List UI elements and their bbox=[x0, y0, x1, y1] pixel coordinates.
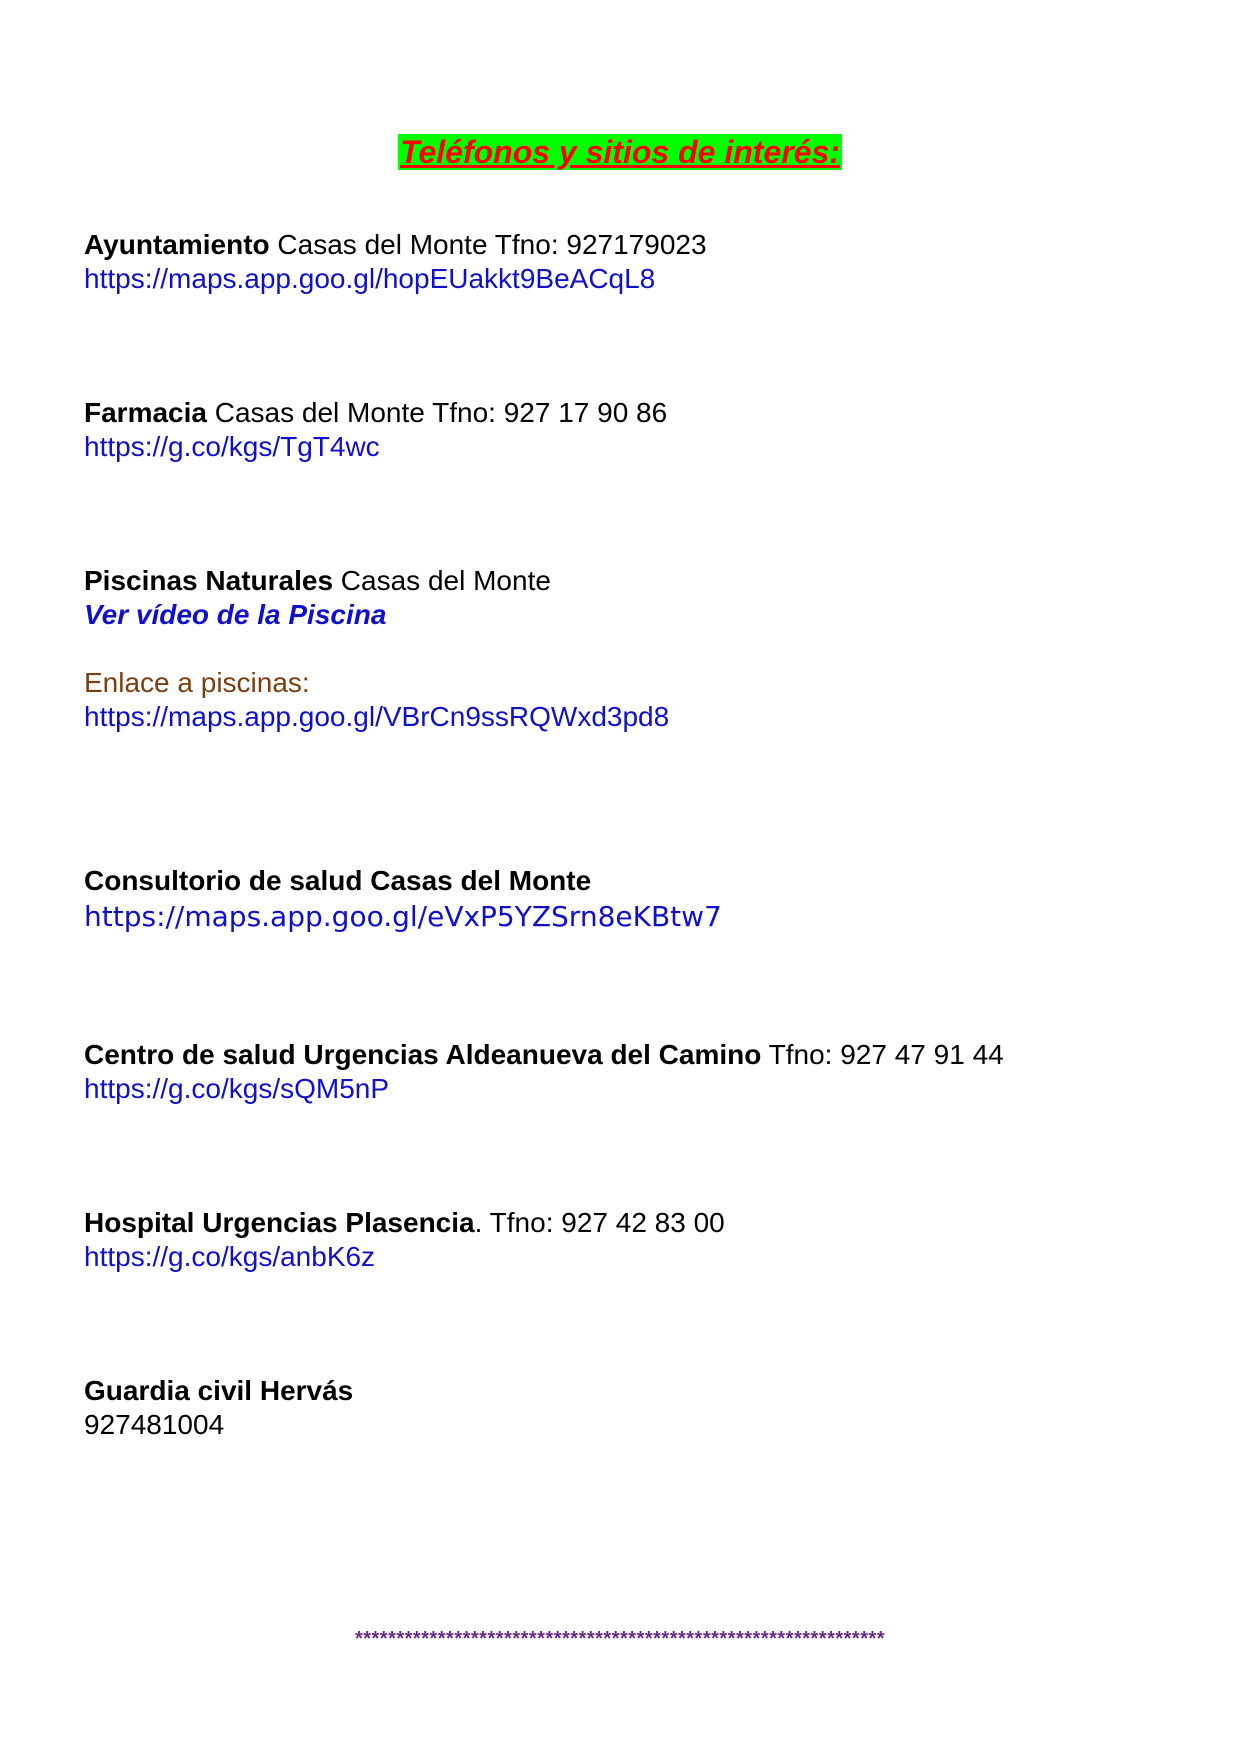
entry-detail: . Tfno: 927 42 83 00 bbox=[474, 1207, 725, 1238]
entry-name: Farmacia bbox=[84, 397, 207, 428]
centro-salud-link[interactable]: https://g.co/kgs/sQM5nP bbox=[84, 1073, 390, 1104]
footer-separator: **************************************************************** bbox=[354, 1628, 886, 1650]
entry-ayuntamiento-heading bbox=[84, 228, 707, 262]
entry-detail: Casas del Monte Tfno: 927179023 bbox=[269, 229, 707, 260]
entry-detail: Casas del Monte bbox=[333, 565, 551, 596]
entry-name: Ayuntamiento bbox=[84, 229, 270, 260]
entry-guardia-civil bbox=[84, 1374, 353, 1442]
page-title bbox=[0, 132, 1240, 172]
piscina-video-link[interactable]: Ver vídeo de la Piscina bbox=[84, 599, 387, 630]
entry-consultorio bbox=[84, 864, 722, 936]
entry-name: Hospital Urgencias Plasencia bbox=[84, 1207, 475, 1238]
entry-name: Centro de salud Urgencias Aldeanueva del Camino bbox=[84, 1039, 762, 1070]
entry-farmacia bbox=[84, 396, 667, 464]
entry-piscinas-heading bbox=[84, 564, 669, 598]
entry-detail: Tfno: 927 47 91 44 bbox=[761, 1039, 1004, 1070]
entry-ayuntamiento bbox=[84, 228, 707, 296]
entry-hospital-heading bbox=[84, 1206, 725, 1240]
farmacia-link[interactable]: https://g.co/kgs/TgT4wc bbox=[84, 431, 380, 462]
entry-name: Consultorio de salud Casas del Monte bbox=[84, 865, 592, 896]
entry-hospital bbox=[84, 1206, 725, 1274]
piscinas-link-label: Enlace a piscinas: bbox=[84, 667, 310, 698]
entry-farmacia-heading bbox=[84, 396, 667, 430]
piscinas-map-link[interactable]: https://maps.app.goo.gl/VBrCn9ssRQWxd3pd8 bbox=[84, 701, 670, 732]
guardia-civil-phone: 927481004 bbox=[84, 1409, 225, 1440]
page-title-text: Teléfonos y sitios de interés: bbox=[400, 134, 840, 170]
entry-centro-salud bbox=[84, 1038, 1004, 1106]
entry-name: Guardia civil Hervás bbox=[84, 1375, 354, 1406]
spacer bbox=[84, 632, 669, 666]
entry-detail: Casas del Monte Tfno: 927 17 90 86 bbox=[206, 397, 668, 428]
hospital-link[interactable]: https://g.co/kgs/anbK6z bbox=[84, 1241, 376, 1272]
consultorio-map-link[interactable]: https://maps.app.goo.gl/eVxP5YZSrn8eKBtw7 bbox=[84, 900, 722, 933]
entry-piscinas bbox=[84, 564, 669, 734]
entry-name: Piscinas Naturales bbox=[84, 565, 334, 596]
entry-centro-salud-heading bbox=[84, 1038, 1004, 1072]
ayuntamiento-map-link[interactable]: https://maps.app.goo.gl/hopEUakkt9BeACqL8 bbox=[84, 263, 656, 294]
